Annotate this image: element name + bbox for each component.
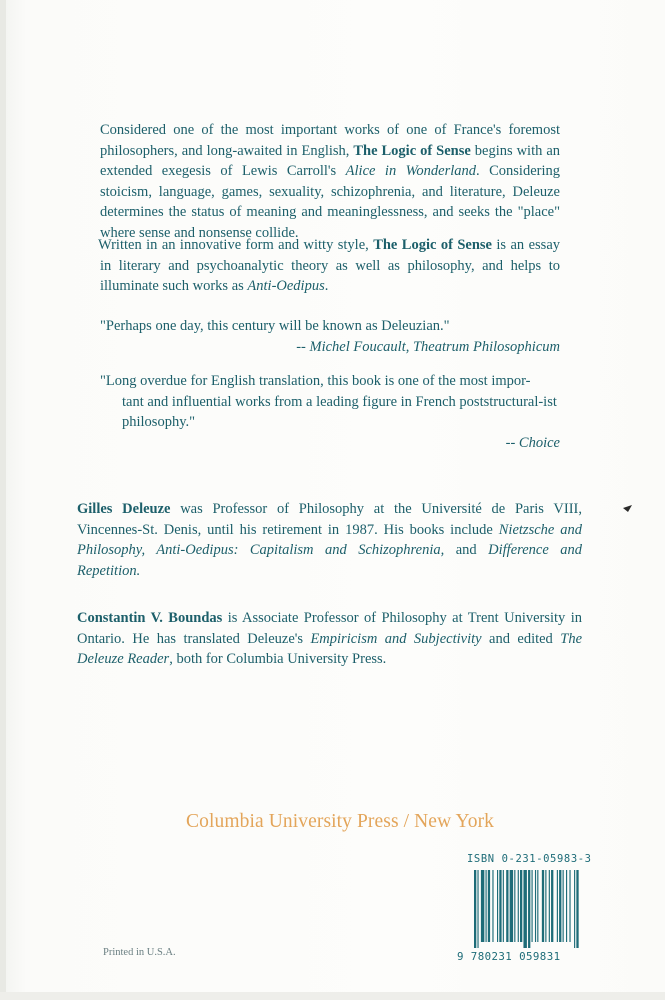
author-books: Nietzsche and Philosophy, Anti-Oedipus: Capitalism and Schizophrenia, [77,521,582,558]
alice-title: Alice in Wonderland [345,163,477,179]
description-text: is an essay in literary and psychoanalytic theory as well as philosophy, and helps to illuminate such works as [100,237,561,294]
translator-name: Constantin V. Boundas [77,610,223,626]
bio-text: is Associate Professor of Philosophy at Trent University in Ontario. He has translated Deleuze's [77,610,583,647]
barcode-bar [523,870,526,948]
barcode-bar [486,870,487,942]
author-name: Gilles Deleuze [77,501,171,517]
barcode-bar [497,870,498,942]
quote-foucault [100,316,560,357]
barcode-bar [545,870,546,942]
barcode-bar [551,870,553,942]
barcode-bar [510,870,513,942]
barcode [474,870,624,950]
quote-text: "Perhaps one day, this century will be known as Deleuzian." [100,318,450,334]
bio-text: was Professor of Philosophy at the Université de Paris VIII, Vincennes-St. Denis, until his retirement in 1987. His books include [77,501,582,538]
bio-text: and [444,542,489,558]
barcode-bar [537,870,538,942]
barcode-bar [569,870,570,942]
barcode-bar [574,870,575,948]
book-title-bold: The Logic of Sense [373,237,492,253]
description-text: . [324,278,329,294]
description-text: Written in an innovative form and witty style, [98,237,374,253]
barcode-bar [488,870,490,942]
printed-in-label: Printed in U.S.A. [103,947,176,958]
barcode-bar [528,870,530,948]
barcode-bar [532,870,533,942]
barcode-bar [576,870,578,948]
barcode-bar [549,870,550,942]
barcode-bar [535,870,536,942]
description-text: Considered one of the most important works of one of France's foremost philosophers, and long-awaited in English, [100,122,560,159]
barcode-bar [518,870,519,942]
barcode-bar [503,870,504,942]
barcode-bar [542,870,544,942]
barcode-bar [477,870,478,948]
description-paragraph-2 [100,235,560,297]
barcode-bar [481,870,484,942]
barcode-bar [506,870,508,942]
quote-attribution: -- Michel Foucault, Theatrum Philosophicum [296,338,560,355]
page-mark-icon [623,505,633,515]
quote-attribution: -- Choice [505,434,560,451]
bio-text: and edited [481,630,561,647]
bio-text: , both for Columbia University Press. [169,651,387,667]
barcode-bar [520,870,522,942]
translator-bio [77,608,582,670]
barcode-bar [563,870,564,942]
description-paragraph-1 [100,120,560,243]
quote-choice [100,371,560,453]
barcode-bar [492,870,493,942]
left-edge-shadow [0,0,6,1000]
isbn-label: ISBN 0-231-05983-3 [467,853,592,865]
barcode-bar [559,870,561,942]
translated-book: Empiricism and Subjectivity [310,630,482,647]
barcode-bar [514,870,515,942]
barcode-bar [566,870,567,942]
quote-text-first-line: "Long overdue for English translation, this book is one of the most impor- [100,373,531,389]
author-book: Difference and Repetition. [77,542,583,579]
publisher-imprint: Columbia University Press / New York [186,811,495,832]
barcode-bar [474,870,476,948]
anti-oedipus-title: Anti-Oedipus [247,278,325,294]
bottom-edge [0,992,665,1000]
book-title-bold: The Logic of Sense [353,142,471,159]
description-text: . Considering stoicism, language, games, sexuality, schizophrenia, and literature, Deleuze determines the status of meaning and meaninglessness, and seeks the "place" where sense and nonsense collide. [100,163,560,241]
author-bio [77,499,582,581]
barcode-bar [499,870,501,942]
edited-book: The Deleuze Reader [77,630,582,667]
description-text: begins with an extended exegesis of Lewis Carroll's [100,142,560,179]
barcode-bar [557,870,558,942]
quote-text-rest: tant and influential works from a leading figure in French poststructural-ist philosophy." [122,393,557,430]
barcode-digits: 9 780231 059831 [457,950,561,963]
